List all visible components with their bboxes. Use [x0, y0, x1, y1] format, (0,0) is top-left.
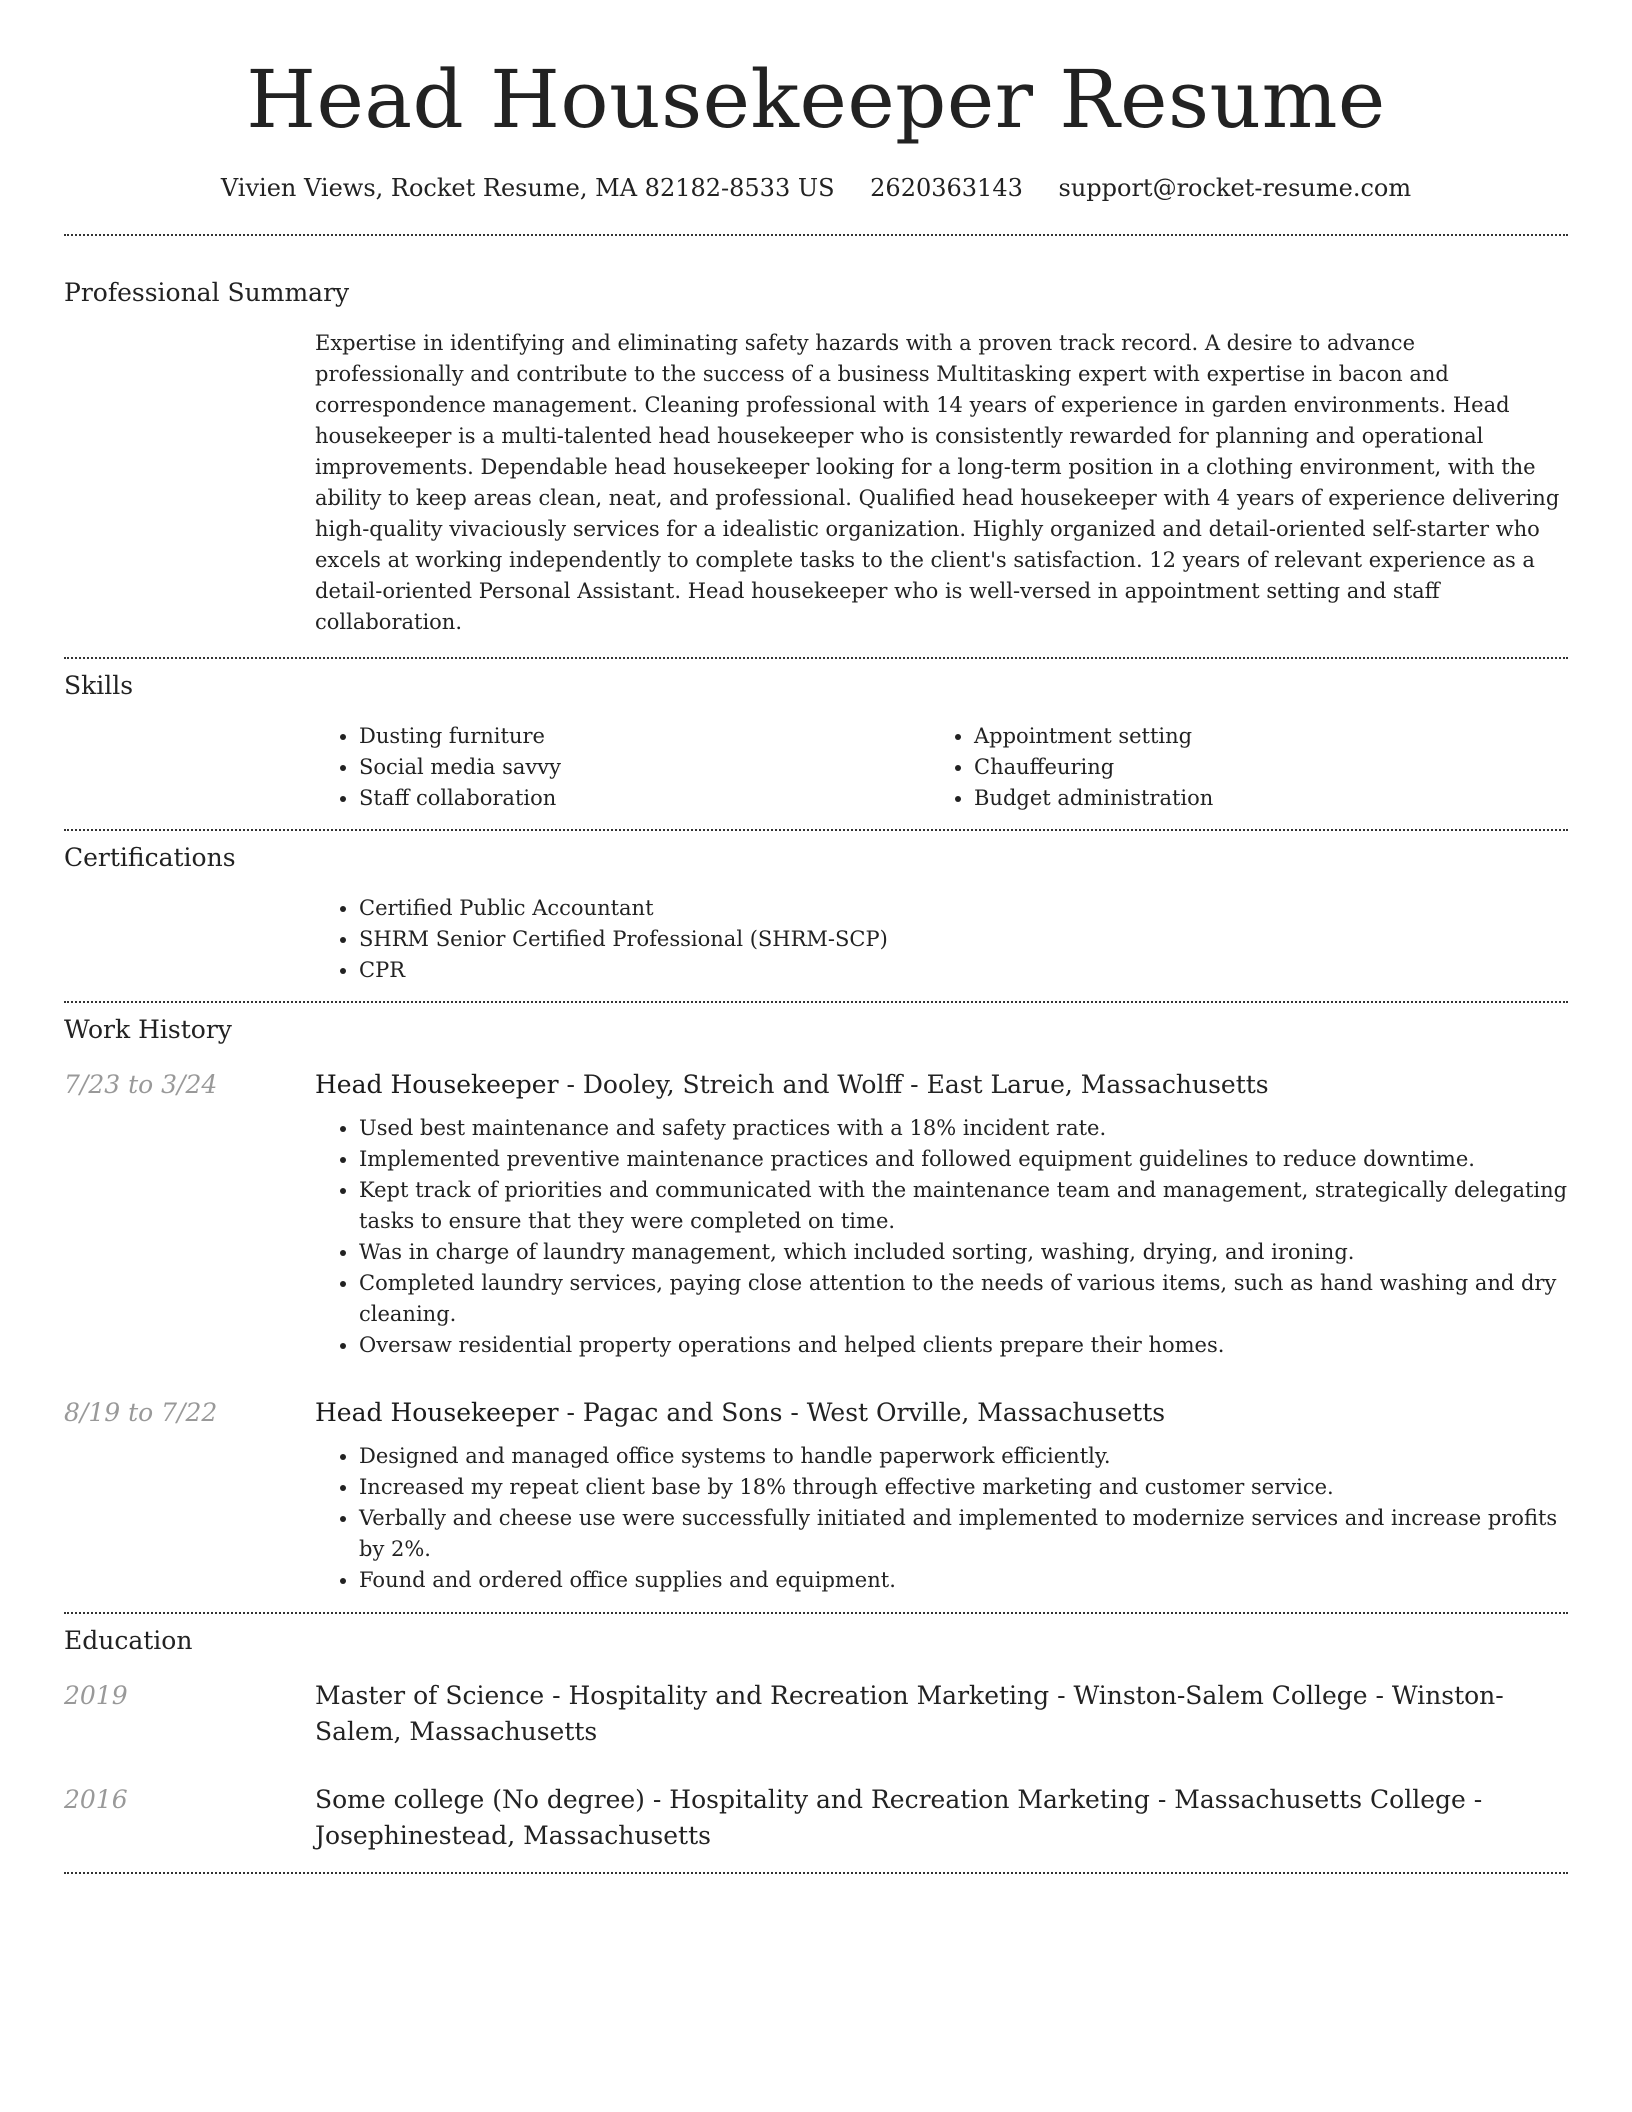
- contact-line: [64, 172, 1568, 204]
- job-entry: [64, 1395, 1568, 1596]
- job-dates: 8/19 to 7/22: [64, 1398, 218, 1427]
- resume-header: [64, 0, 1568, 204]
- job-bullet: • Verbally and cheese use were successfully initiated and implemented to modernize services and increase profits by 2%.: [359, 1503, 1568, 1565]
- job-header: [64, 1395, 1568, 1431]
- contact-address: Vivien Views, Rocket Resume, MA 82182-8533 US: [220, 174, 835, 202]
- divider: [64, 1872, 1568, 1874]
- skill-item: • Chauffeuring: [974, 752, 1545, 783]
- job-dates: 7/23 to 3/24: [64, 1070, 218, 1099]
- job-bullets: [315, 1113, 1568, 1361]
- skills-list-left: [315, 721, 930, 814]
- skills-list-right: [930, 721, 1545, 814]
- skill-item: • Budget administration: [974, 783, 1545, 814]
- section-summary: [64, 236, 1568, 638]
- job-bullets: [315, 1441, 1568, 1596]
- section-education: [64, 1614, 1568, 1854]
- section-title-certifications: Certifications: [64, 843, 236, 872]
- education-entry: [64, 1678, 1568, 1750]
- certifications-list: [315, 893, 1568, 986]
- contact-phone: 2620363143: [870, 174, 1023, 202]
- job-bullet: • Implemented preventive maintenance practices and followed equipment guidelines to reduce downtime.: [359, 1144, 1568, 1175]
- summary-content: [315, 328, 1568, 638]
- section-title-summary: Professional Summary: [64, 278, 350, 307]
- job-header: [64, 1067, 1568, 1103]
- job-bullet: • Kept track of priorities and communicated with the maintenance team and management, strategically delegating tasks to ensure that they were completed on time.: [359, 1175, 1568, 1237]
- certifications-content: [315, 893, 1568, 986]
- education-details: [315, 1782, 1568, 1854]
- job-bullet: • Oversaw residential property operations and helped clients prepare their homes.: [359, 1330, 1568, 1361]
- education-year: 2019: [64, 1681, 128, 1710]
- skill-item: • Dusting furniture: [359, 721, 930, 752]
- summary-text: Expertise in identifying and eliminating safety hazards with a proven track record. A desire to advance professionally and contribute to the success of a business Multitasking expert with expertise in bacon and correspondence management. Cleaning professional with 14 years of experience in garden environments. Head housekeeper is a multi-talented head housekeeper who is consistently rewarded for planning and operational improvements. Dependable head housekeeper looking for a long-term position in a clothing environment, with the ability to keep areas clean, neat, and professional. Qualified head housekeeper with 4 years of experience delivering high-quality vivaciously services for a idealistic organization. Highly organized and detail-oriented self-starter who excels at working independently to complete tasks to the client's satisfaction. 12 years of relevant experience as a detail-oriented Personal Assistant. Head housekeeper who is well-versed in appointment setting and staff collaboration.: [315, 331, 1560, 634]
- certification-item: • SHRM Senior Certified Professional (SHRM-SCP): [359, 924, 1568, 955]
- section-title-education: Education: [64, 1626, 193, 1655]
- contact-email: support@rocket-resume.com: [1058, 174, 1412, 202]
- job-title-line: [315, 1395, 1568, 1431]
- section-skills: [64, 659, 1568, 814]
- section-title-work: Work History: [64, 1015, 232, 1044]
- certification-item: • Certified Public Accountant: [359, 893, 1568, 924]
- skill-item: • Appointment setting: [974, 721, 1545, 752]
- job-bullet: • Designed and managed office systems to handle paperwork efficiently.: [359, 1441, 1568, 1472]
- job-employer: - Dooley, Streich and Wolff - East Larue, Massachusetts: [558, 1070, 1269, 1099]
- skill-item: • Staff collaboration: [359, 783, 930, 814]
- job-bullet: • Increased my repeat client base by 18% through effective marketing and customer service.: [359, 1472, 1568, 1503]
- education-school: - Winston-Salem College - Winston-Salem, Massachusetts: [315, 1681, 1504, 1746]
- section-title-skills: Skills: [64, 671, 134, 700]
- section-certifications: [64, 831, 1568, 986]
- education-year: 2016: [64, 1785, 128, 1814]
- job-bullet: • Used best maintenance and safety practices with a 18% incident rate.: [359, 1113, 1568, 1144]
- resume-title: Head Housekeeper Resume: [246, 53, 1386, 146]
- job-bullet: • Was in charge of laundry management, which included sorting, washing, drying, and ironing.: [359, 1237, 1568, 1268]
- education-details: [315, 1678, 1568, 1750]
- job-title-line: [315, 1067, 1568, 1103]
- job-role: Head Housekeeper: [315, 1070, 559, 1099]
- education-degree: Master of Science - Hospitality and Recreation Marketing: [315, 1681, 1050, 1710]
- job-bullet: • Completed laundry services, paying close attention to the needs of various items, such as hand washing and dry cleaning.: [359, 1268, 1568, 1330]
- education-school: - Massachusetts College - Josephinestead, Massachusetts: [315, 1785, 1483, 1850]
- education-entry: [64, 1782, 1568, 1854]
- skills-grid: [315, 721, 1568, 814]
- skill-item: • Social media savvy: [359, 752, 930, 783]
- job-entry: [64, 1067, 1568, 1361]
- certification-item: • CPR: [359, 955, 1568, 986]
- job-bullet: • Found and ordered office supplies and equipment.: [359, 1565, 1568, 1596]
- job-role: Head Housekeeper: [315, 1398, 559, 1427]
- section-work-history: [64, 1003, 1568, 1596]
- job-employer: - Pagac and Sons - West Orville, Massachusetts: [558, 1398, 1166, 1427]
- education-degree: Some college (No degree) - Hospitality and Recreation Marketing: [315, 1785, 1150, 1814]
